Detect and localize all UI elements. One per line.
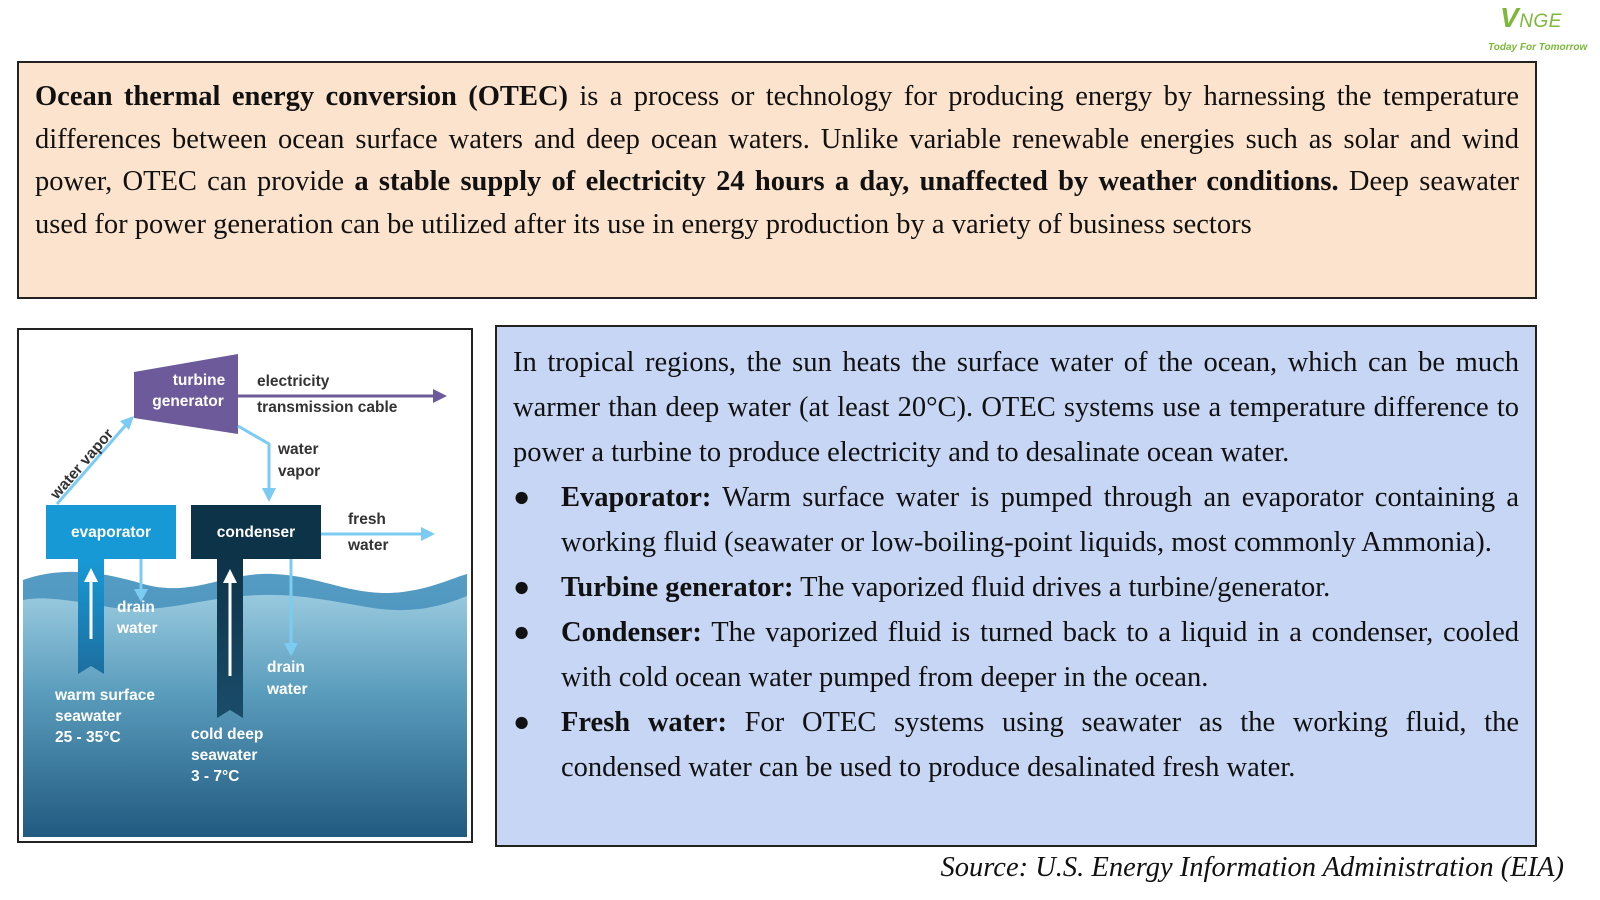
electricity-arrow-head <box>433 389 447 403</box>
drain2-label-line2: water <box>267 681 308 698</box>
drain1-label-line2: water <box>117 620 158 637</box>
vapor-down-arrow-head <box>262 488 276 502</box>
vnge-logo <box>1472 2 1592 56</box>
warm-seawater-label-line2: seawater <box>55 708 122 725</box>
electricity-label-line2: transmission cable <box>257 399 398 416</box>
evaporator-label: evaporator <box>70 524 152 541</box>
bullet-text: For OTEC systems using seawater as the working fluid, the condensed water can be used to produce desalinated fresh water. <box>561 707 1519 783</box>
source-citation: Source: U.S. Energy Information Administration (EIA) <box>940 852 1564 883</box>
logo-tagline: Today For Tomorrow <box>1488 42 1588 53</box>
bullet-term: Turbine generator: <box>561 572 794 603</box>
logo-mark: VNGE <box>1500 2 1562 33</box>
bullet-text: Warm surface water is pumped through an evaporator containing a working fluid (seawater or low-boiling-point liquids, most commonly Ammonia). <box>561 482 1519 558</box>
water-vapor-label-line2: vapor <box>278 463 321 480</box>
bullet-dot: ● <box>513 707 531 738</box>
otec-intro-box <box>17 61 1537 299</box>
component-list <box>513 475 1519 790</box>
fresh-water-arrow-head <box>421 527 435 541</box>
intro-text-2: Deep seawater used for power generation can be utilized after its use in energy production by a variety of business sectors <box>35 166 1519 240</box>
water-vapor-diagonal-label: water vapor <box>47 425 118 503</box>
bullet-term: Fresh water: <box>561 707 727 738</box>
intro-text-1: is a process or technology for producing energy by harnessing the temperature differences between ocean surface waters and deep ocean waters. Unlike variable renewable energies such as solar and wind power, OTEC can provide <box>35 81 1519 197</box>
list-item-fresh-water <box>513 700 1519 790</box>
otec-diagram <box>17 328 473 843</box>
info-paragraph: In tropical regions, the sun heats the surface water of the ocean, which can be much warmer than deep water (at least 20°C). OTEC systems use a temperature difference to power a turbine to produce electricity and to desalinate ocean water. <box>513 347 1519 468</box>
otec-diagram-svg <box>23 334 467 837</box>
bullet-text: The vaporized fluid drives a turbine/generator. <box>793 572 1331 603</box>
list-item-evaporator <box>513 475 1519 565</box>
bullet-dot: ● <box>513 572 531 603</box>
water-vapor-label-line1: water <box>278 441 319 458</box>
turbine-label-line2: generator <box>152 393 224 410</box>
cold-seawater-label-line1: cold deep <box>191 726 264 743</box>
drain2-label-line1: drain <box>267 659 305 676</box>
vapor-down-arrow <box>238 426 269 490</box>
turbine-label-line1: turbine <box>172 372 226 389</box>
cold-seawater-label-line2: seawater <box>191 747 258 764</box>
bullet-term: Evaporator: <box>561 482 712 513</box>
fresh-water-label-line2: water <box>348 537 389 554</box>
cold-seawater-label-line3: 3 - 7°C <box>191 768 240 785</box>
fresh-water-label-line1: fresh <box>348 511 386 528</box>
otec-info-box <box>495 325 1537 847</box>
warm-seawater-label-line1: warm surface <box>55 687 155 704</box>
bullet-term: Condenser: <box>561 617 702 648</box>
bullet-dot: ● <box>513 617 531 648</box>
electricity-label-line1: electricity <box>257 373 330 390</box>
list-item-turbine-generator <box>513 565 1519 610</box>
warm-seawater-label-line3: 25 - 35°C <box>55 729 121 746</box>
intro-bold-highlight: a stable supply of electricity 24 hours a day, unaffected by weather conditions. <box>354 166 1339 197</box>
bullet-text: The vaporized fluid is turned back to a liquid in a condenser, cooled with cold ocean water pumped from deeper in the ocean. <box>561 617 1519 693</box>
intro-bold-term: Ocean thermal energy conversion (OTEC) <box>35 81 569 112</box>
condenser-label: condenser <box>216 524 296 541</box>
drain1-label-line1: drain <box>117 599 155 616</box>
list-item-condenser <box>513 610 1519 700</box>
bullet-dot: ● <box>513 482 531 513</box>
